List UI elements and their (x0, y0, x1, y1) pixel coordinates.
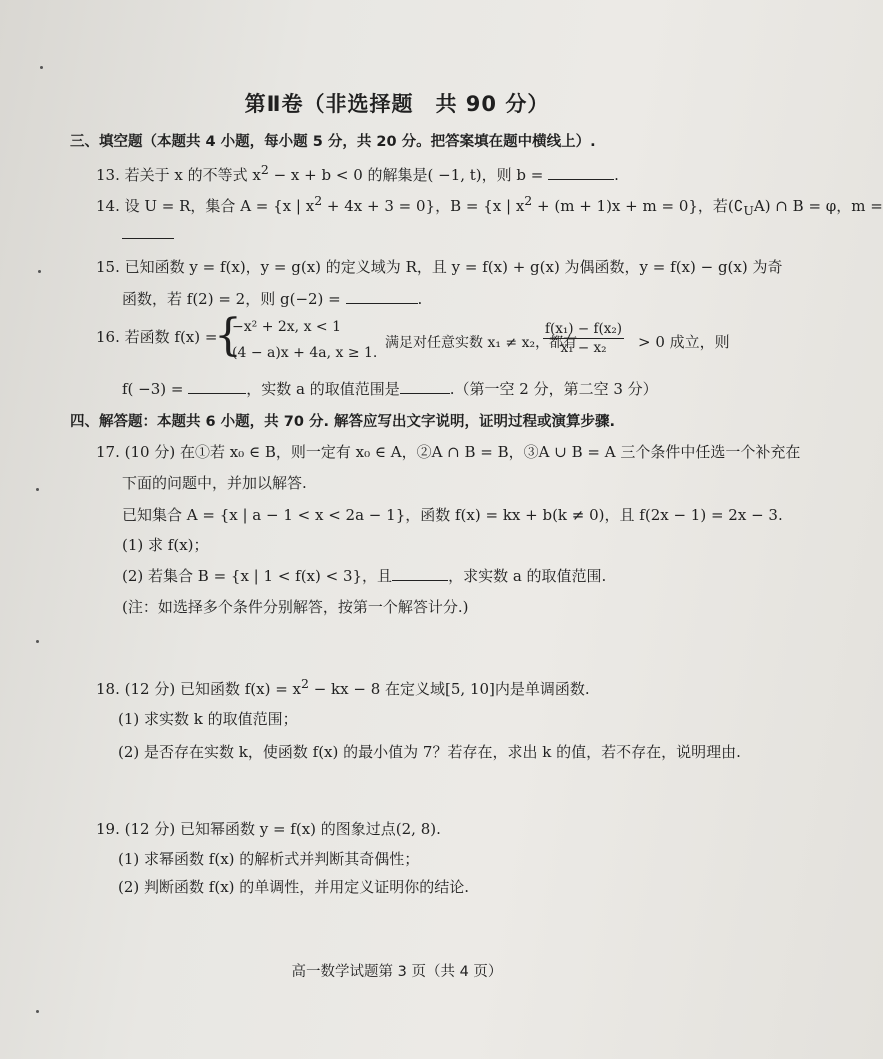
question-16-condition: 满足对任意实数 x₁ ≠ x₂，都有 (385, 335, 578, 351)
question-18-line-1: 18. (12 分) 已知函数 $f(x) = x^2$ − kx − 8 在定义域[5, 10]内是单调函数. (96, 676, 590, 698)
question-19-line-1: 19. (12 分) 已知幂函数 y = f(x) 的图象过点(2, 8). (96, 820, 441, 838)
margin-dot (36, 488, 39, 491)
question-19-part-1: (1) 求幂函数 f(x) 的解析式并判断其奇偶性； (118, 850, 420, 868)
question-17-line-3: 已知集合 A = {x | a − 1 < x < 2a − 1}，函数 f(x) = kx + b(k ≠ 0)，且 f(2x − 1) = 2x − 3. (122, 506, 783, 524)
question-13: 13. 若关于 x 的不等式 $x^2 - x + b < 0$ 的解集是( −1, t)，则 b = . (96, 162, 619, 184)
question-14-blank-line (122, 224, 174, 243)
page-title: 第Ⅱ卷（非选择题 共 90 分） (244, 92, 550, 116)
question-17-line-2: 下面的问题中，并加以解答. (122, 474, 307, 492)
answer-blank (400, 379, 450, 394)
answer-blank (122, 224, 174, 239)
answer-blank (346, 289, 418, 304)
margin-dot (40, 66, 43, 69)
piecewise-brace: { (214, 310, 242, 361)
question-18-part-2: (2) 是否存在实数 k，使函数 f(x) 的最小值为 7？若存在，求出 k 的值，若不存在，说明理由. (118, 743, 741, 761)
section-3-heading: 三、填空题（本题共 4 小题，每小题 5 分，共 20 分。把答案填在题中横线上）. (70, 134, 596, 150)
question-16-line-2: f( −3) = ，实数 a 的取值范围是 .（第一空 2 分，第二空 3 分） (122, 380, 658, 398)
margin-dot (36, 1010, 39, 1013)
answer-blank (188, 379, 246, 394)
question-17-part-1: (1) 求 f(x)； (122, 536, 209, 554)
question-15-line-1: 15. 已知函数 y = f(x)，y = g(x) 的定义域为 R，且 y = f(x) + g(x) 为偶函数，y = f(x) − g(x) 为奇 (96, 258, 783, 276)
question-14: 14. 设 U = R，集合 A = {x | $x^2 + 4x + 3 = 0$}，B = {x | $x^2 + (m + 1)x + m = 0$}，若$(∁_UA)$ ∩ B = φ，m = (96, 193, 883, 218)
answer-blank (548, 165, 614, 180)
section-4-heading: 四、解答题：本题共 6 小题，共 70 分. 解答应写出文字说明，证明过程或演算步骤. (70, 414, 616, 430)
question-19-part-2: (2) 判断函数 f(x) 的单调性，并用定义证明你的结论. (118, 878, 470, 896)
margin-dot (36, 640, 39, 643)
question-17-note: (注：如选择多个条件分别解答，按第一个解答计分.) (122, 598, 469, 616)
question-17-line-1: 17. (10 分) 在①若 x₀ ∈ B，则一定有 x₀ ∈ A，②A ∩ B = B，③A ∪ B = A 三个条件中任选一个补充在 (96, 443, 801, 461)
piecewise-case-2: (4 − a)x + 4a, x ≥ 1. (232, 345, 378, 361)
question-15-line-2: 函数，若 f(2) = 2，则 g(−2) = . (122, 290, 423, 308)
piecewise-case-1: −x² + 2x, x < 1 (232, 319, 342, 335)
difference-quotient: $\frac{\text{f(x₁) − f(x₂)}}{\text{x₁ − x₂}}$ (545, 321, 623, 356)
question-18-part-1: (1) 求实数 k 的取值范围； (118, 710, 298, 728)
answer-blank (392, 566, 448, 581)
question-17-part-2: (2) 若集合 B = {x | 1 < f(x) < 3}，且 ，求实数 a 的取值范围. (122, 567, 607, 585)
page-footer: 高一数学试题第 3 页（共 4 页） (291, 964, 503, 980)
question-16-lead: 16. 若函数 f(x) = (96, 328, 218, 346)
question-16-tail: > 0 成立，则 (638, 333, 730, 351)
margin-dot (38, 270, 41, 273)
